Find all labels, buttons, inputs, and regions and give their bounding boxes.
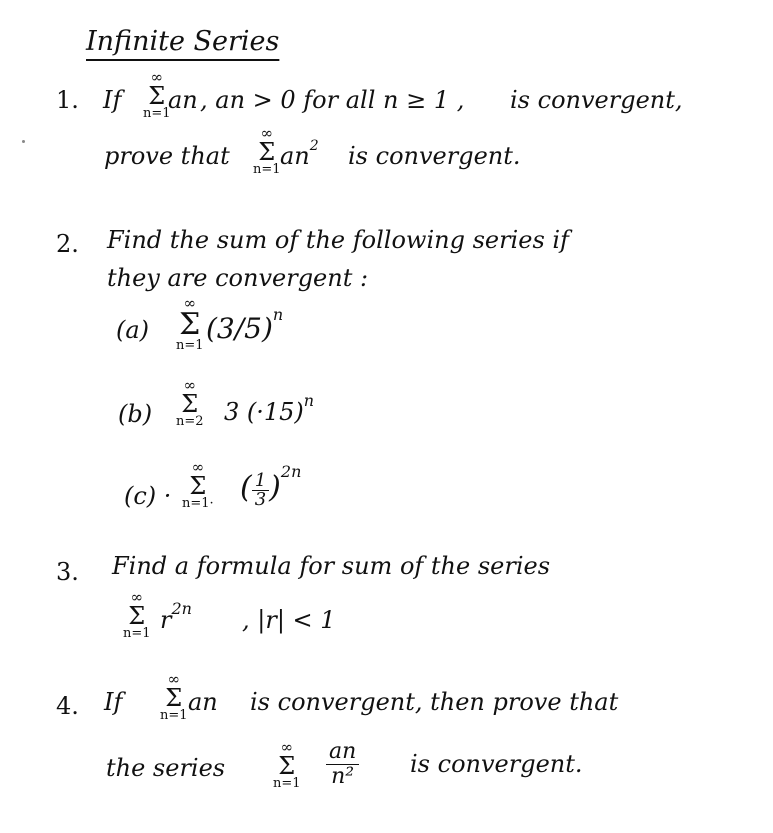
- q2c-expression: ( $\frac{1}{3}$ )$^{2n}$: [240, 462, 302, 510]
- q4-sum-symbol-2: ∞ Σ n=1: [273, 738, 301, 791]
- q1-end-2: is convergent.: [348, 142, 521, 170]
- q3-line1: Find a formula for sum of the series: [112, 552, 551, 580]
- q4-end: is convergent.: [410, 750, 583, 778]
- q4-sum-symbol: ∞ Σ n=1: [160, 670, 188, 723]
- sigma: Σ: [148, 82, 166, 110]
- q2-line2: they are convergent :: [107, 264, 369, 292]
- q2a-expression: $(3/5)^n$: [206, 305, 284, 345]
- q1-sum-symbol-2: ∞ Σ n=1: [253, 124, 281, 177]
- stray-mark: [22, 140, 25, 143]
- q1-number: 1.: [56, 86, 79, 114]
- q1-if: If: [103, 86, 122, 114]
- q1-term-squared: $an^2$: [280, 138, 319, 170]
- q1-term: an: [168, 86, 198, 114]
- q3-term: $r^{2n}$: [160, 599, 192, 634]
- q2-line1: Find the sum of the following series if: [107, 226, 569, 254]
- q2-number: 2.: [56, 230, 79, 258]
- q3-number: 3.: [56, 558, 79, 586]
- q4-number: 4.: [56, 692, 79, 720]
- q4-if: If: [104, 688, 123, 716]
- q2a-sum-symbol: ∞ Σ n=1: [176, 294, 204, 353]
- q1-end: is convergent,: [510, 86, 683, 114]
- q2b-expression: 3 $(\cdot 15)^n$: [224, 391, 315, 426]
- q4-term: an: [188, 688, 218, 716]
- q3-sum-symbol: ∞ Σ n=1: [123, 588, 151, 641]
- sum-lower: n=1: [143, 106, 171, 121]
- q3-condition: , |r| < 1: [242, 606, 336, 634]
- page-title: Infinite Series: [86, 26, 280, 57]
- q1-sum-symbol: [143, 70, 171, 121]
- q2b-sum-symbol: ∞ Σ n=2: [176, 376, 204, 429]
- q4-the-series: the series: [106, 754, 226, 782]
- q1-prove-that: prove that: [104, 142, 230, 170]
- q1-condition: , an > 0 for all n ≥ 1 ,: [200, 86, 465, 114]
- q4-line1-end: is convergent, then prove that: [250, 688, 619, 716]
- q2b-label: (b): [118, 400, 153, 428]
- q2c-label: (c) ·: [124, 482, 172, 510]
- q2c-sum-symbol: ∞ Σ n=1·: [182, 458, 214, 511]
- q4-fraction: $\frac{an}{\text{n²}}$: [326, 740, 359, 789]
- q2a-label: (a): [116, 316, 150, 344]
- sum-upper: ∞: [150, 68, 164, 86]
